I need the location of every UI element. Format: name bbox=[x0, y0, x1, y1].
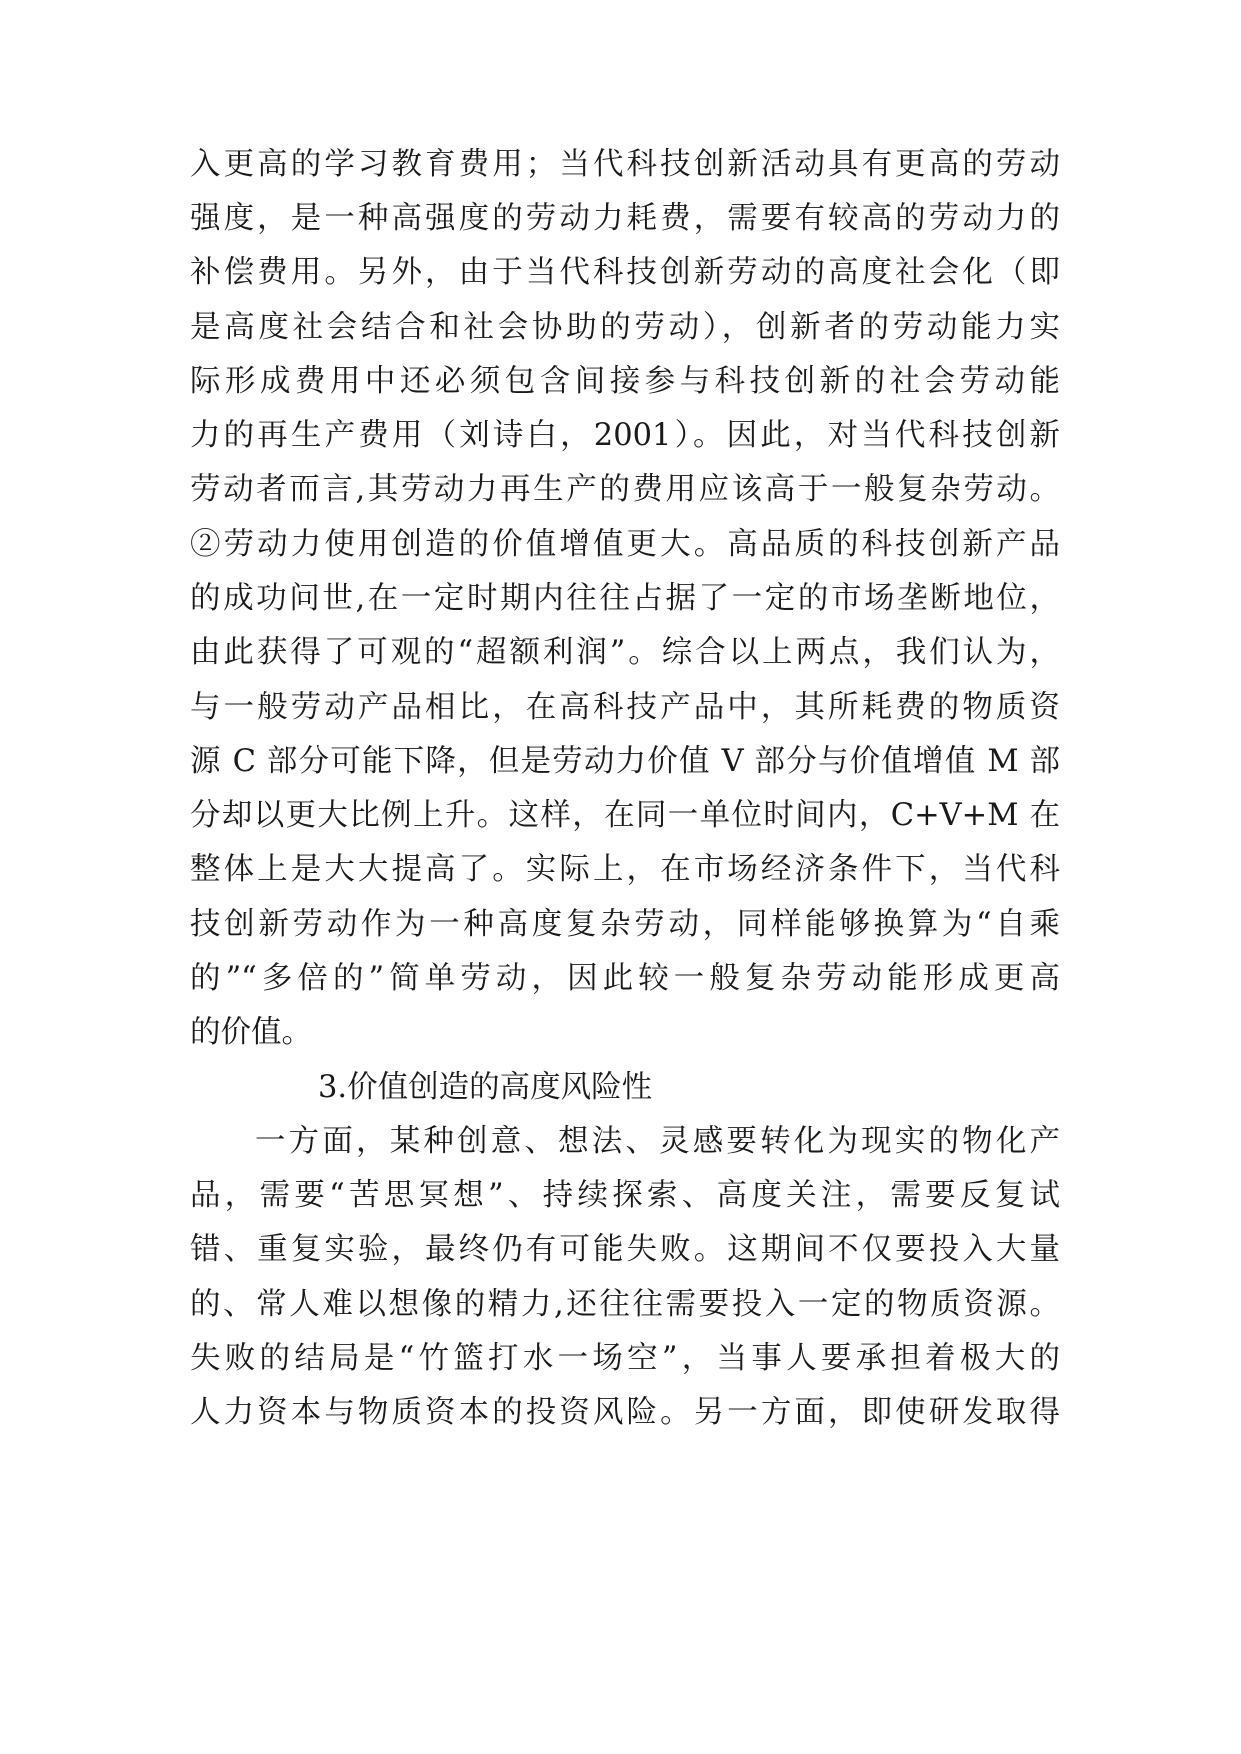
text-line: 整体上是大大提高了。实际上，在市场经济条件下，当代科 bbox=[190, 852, 1060, 887]
text-line: 补偿费用。另外，由于当代科技创新劳动的高度社会化（即 bbox=[190, 255, 1060, 290]
text-line: 劳动者而言,其劳动力再生产的费用应该高于一般复杂劳动。 bbox=[190, 472, 1060, 507]
text-line: 的、常人难以想像的精力,还往往需要投入一定的物质资源。 bbox=[190, 1287, 1060, 1322]
text-line: 失败的结局是“竹篮打水一场空”，当事人要承担着极大的 bbox=[190, 1341, 1060, 1376]
text-line: 与一般劳动产品相比，在高科技产品中，其所耗费的物质资 bbox=[190, 690, 1060, 725]
text-line: 源 C 部分可能下降，但是劳动力价值 V 部分与价值增值 M 部 bbox=[190, 744, 1060, 779]
text-line: ②劳动力使用创造的价值增值更大。高品质的科技创新产品 bbox=[190, 527, 1060, 562]
text-line: 入更高的学习教育费用；当代科技创新活动具有更高的劳动 bbox=[190, 147, 1060, 182]
text-line: 的价值。 bbox=[190, 1015, 312, 1050]
text-line: 技创新劳动作为一种高度复杂劳动，同样能够换算为“自乘 bbox=[190, 907, 1060, 942]
text-line: 分却以更大比例上升。这样，在同一单位时间内，C+V+M 在 bbox=[190, 798, 1060, 833]
text-line: 由此获得了可观的“超额利润”。综合以上两点，我们认为， bbox=[190, 635, 1060, 670]
text-line: 品，需要“苦思冥想”、持续探索、高度关注，需要反复试 bbox=[190, 1178, 1060, 1213]
text-line: 际形成费用中还必须包含间接参与科技创新的社会劳动能 bbox=[190, 364, 1060, 399]
text-line: 错、重复实验，最终仍有可能失败。这期间不仅要投入大量 bbox=[190, 1232, 1060, 1267]
text-line: 强度，是一种高强度的劳动力耗费，需要有较高的劳动力的 bbox=[190, 201, 1060, 236]
text-line: 力的再生产费用（刘诗白，2001）。因此，对当代科技创新 bbox=[190, 418, 1060, 453]
text-line: 的成功问世,在一定时期内往往占据了一定的市场垄断地位， bbox=[190, 581, 1060, 616]
section-heading: 3.价值创造的高度风险性 bbox=[318, 1070, 653, 1105]
text-line: 一方面，某种创意、想法、灵感要转化为现实的物化产 bbox=[255, 1124, 1060, 1159]
text-line: 是高度社会结合和社会协助的劳动），创新者的劳动能力实 bbox=[190, 310, 1060, 345]
text-line: 的”“多倍的”简单劳动，因此较一般复杂劳动能形成更高 bbox=[190, 961, 1060, 996]
text-line: 人力资本与物质资本的投资风险。另一方面，即使研发取得 bbox=[190, 1395, 1060, 1430]
